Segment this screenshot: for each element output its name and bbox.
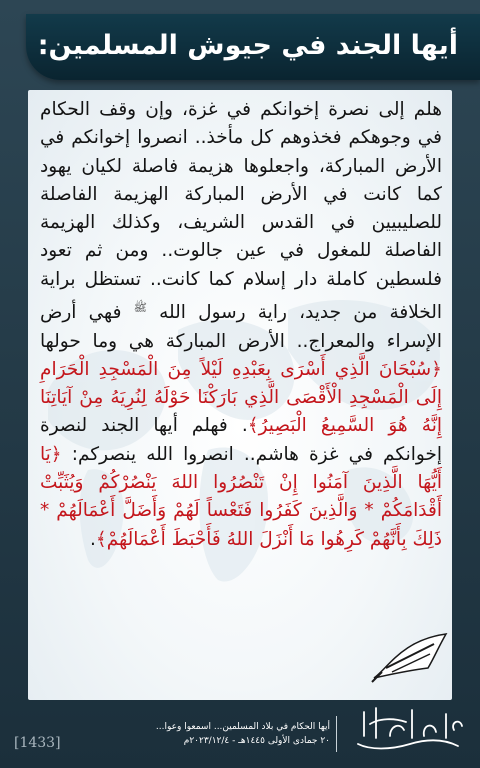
pbuh-symbol: ﷺ: [133, 301, 147, 315]
verse-open-bracket: ﴿: [431, 358, 442, 380]
issue-number: [1433]: [14, 735, 61, 751]
article-text-part2: فهي أرض الإسراء والمعراج.. الأرض المباركة هي وما حولها: [40, 302, 442, 352]
flag-emblem-icon: [368, 628, 452, 684]
article-end-mark: .: [90, 528, 96, 550]
article-panel: [28, 90, 452, 700]
title-banner: [26, 14, 480, 80]
article-body: [40, 96, 442, 554]
article-text-part1: هلم إلى نصرة إخوانكم في غزة، وإن وقف الحكام في وجوهكم فخذوهم كل مأخذ.. انصروا إخوانكم في الأرض المباركة، واجعلوها هزيمة فاصلة لكيان يهود كما كانت في الأرض المباركة الهزيمة الفاصلة للصليبيين في القدس الشريف، وكذلك الهزيمة الفاصلة للمغول في عين جالوت.. ومن ثم تعود فلسطين كاملة دار إسلام كما كانت.. تستظل براية الخلافة من جديد، راية رسول الله: [40, 99, 442, 324]
quran-verse-1: سُبْحَانَ الَّذِي أَسْرَى بِعَبْدِهِ لَيْلاً مِنَ الْمَسْجِدِ الْحَرَامِ إِلَى الْمَسْجِدِ الْأَقْصَى الَّذِي بَارَكْنَا حَوْلَهُ لِنُرِيَهُ مِنْ آيَاتِنَا إِنَّهُ هُوَ السَّمِيعُ الْبَصِيرُ: [40, 358, 442, 437]
footer-publication-title: أيها الحكام في بلاد المسلمين... اسمعوا وعوا...: [155, 722, 330, 732]
footer-date: ٢٠ جمادى الأولى ١٤٤٥هـ - ٢٠٢٣/١٢/٤م: [183, 736, 330, 746]
verse2-open-bracket: ﴿: [50, 443, 62, 465]
article-text-part3: . فهلم أيها الجند لنصرة إخوانكم في غزة هاشم.. انصروا الله ينصركم:: [40, 415, 442, 465]
verse2-close-bracket: ﴾: [95, 528, 107, 550]
calligraphy-logo-icon: [350, 700, 466, 760]
quran-verse-2: يَا أَيُّهَا الَّذِينَ آمَنُوا إِنْ تَنْصُرُوا اللهَ يَنْصُرْكُمْ وَيُثَبِّتْ أَقْدَامَكُمْ * وَالَّذِينَ كَفَرُوا فَتَعْساً لَهُمْ وَأَضَلَّ أَعْمَالَهُمْ * ذَلِكَ بِأَنَّهُمْ كَرِهُوا مَا أَنْزَلَ اللهُ فَأَحْبَطَ أَعْمَالَهُمْ: [40, 443, 442, 550]
verse-close-bracket: ﴾: [247, 415, 259, 437]
footer-divider: [336, 716, 337, 752]
page-title: أيها الجند في جيوش المسلمين:: [37, 30, 458, 61]
